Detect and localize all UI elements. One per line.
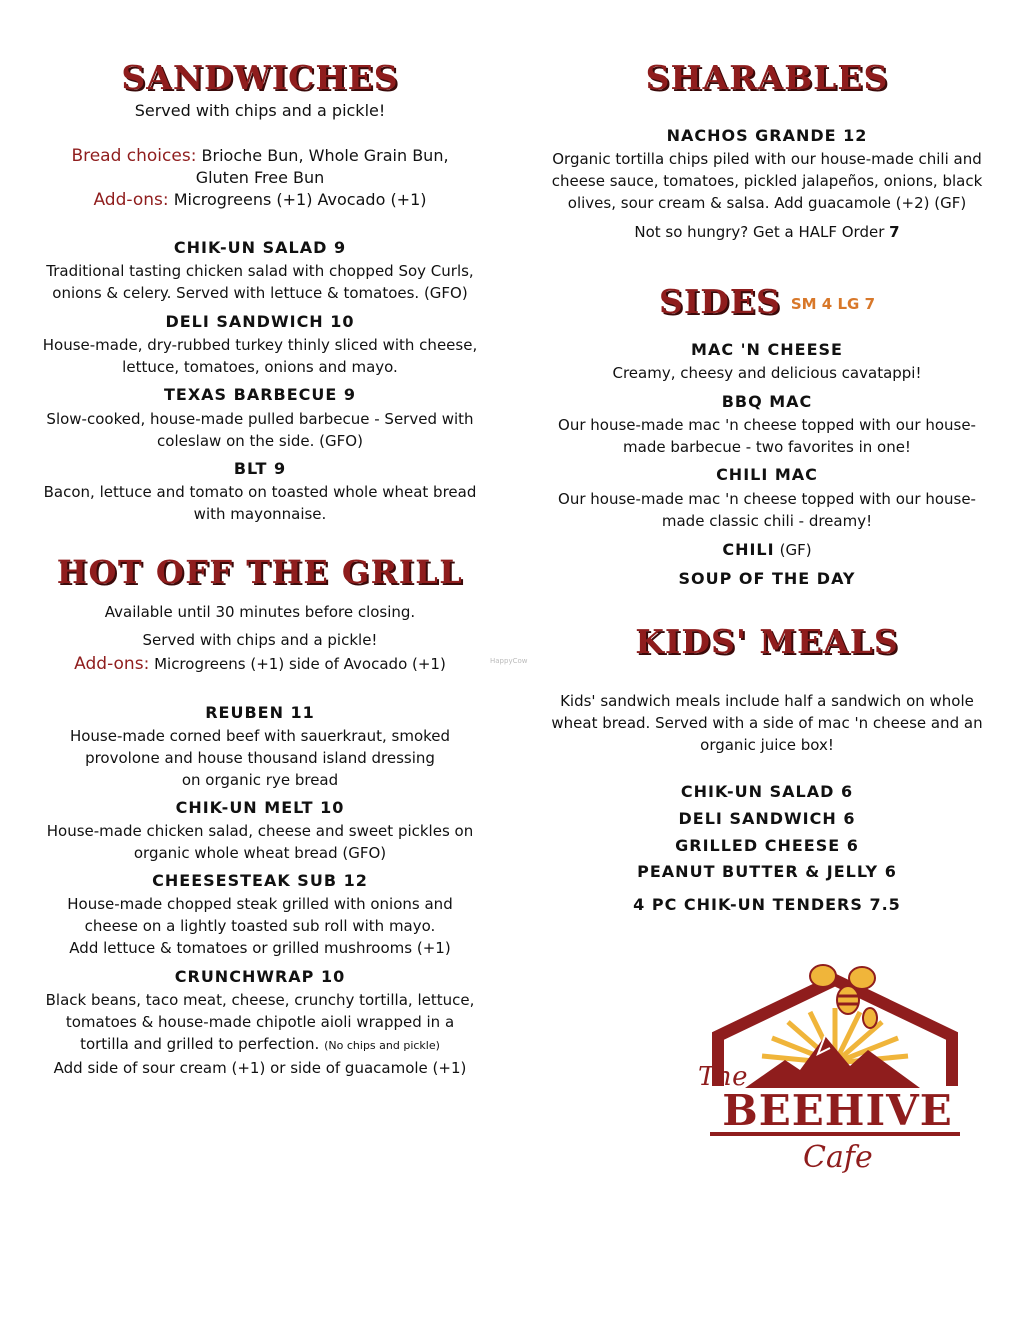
- menu-item-desc: Creamy, cheesy and delicious cavatappi!: [612, 364, 922, 382]
- bread-choices: [0, 145, 520, 167]
- menu-item-desc-line: [0, 1033, 520, 1057]
- menu-item-name: BLT 9: [233, 459, 287, 478]
- sides-heading-row: [510, 282, 1024, 321]
- menu-item-desc: Bacon, lettuce and tomato on toasted whole wheat bread: [43, 483, 477, 501]
- menu-item-desc: Black beans, taco meat, cheese, crunchy tortilla, lettuce,: [45, 991, 475, 1009]
- kids-desc: organic juice box!: [700, 736, 834, 754]
- bread-label: Bread choices:: [71, 146, 197, 166]
- kids-item: CHIK-UN SALAD 6: [680, 782, 854, 801]
- menu-item-desc: made barbecue - two favorites in one!: [623, 438, 911, 456]
- menu-item-desc: Add side of sour cream (+1) or side of guacamole (+1): [53, 1059, 467, 1077]
- menu-item-desc: olives, sour cream & salsa. Add guacamole (+2) (GF): [567, 194, 967, 212]
- menu-item-desc: made classic chili - dreamy!: [661, 512, 873, 530]
- kids-desc: wheat bread. Served with a side of mac 'n cheese and an: [551, 714, 983, 732]
- addons-text: Microgreens (+1) side of Avocado (+1): [154, 655, 446, 673]
- menu-item-note: (No chips and pickle): [324, 1039, 440, 1052]
- half-order: [510, 221, 1024, 243]
- menu-item-desc: tortilla and grilled to perfection.: [80, 1035, 320, 1053]
- menu-item-desc: Traditional tasting chicken salad with chopped Soy Curls,: [46, 262, 474, 280]
- menu-item-name: NACHOS GRANDE 12: [666, 126, 868, 145]
- menu-item-desc: Organic tortilla chips piled with our house-made chili and: [552, 150, 982, 168]
- grill-line1: Available until 30 minutes before closing.: [104, 603, 416, 621]
- addons-text: Microgreens (+1) Avocado (+1): [173, 190, 427, 209]
- menu-item-name: CHIK-UN MELT 10: [175, 798, 345, 817]
- menu-item-desc: cheese sauce, tomatoes, pickled jalapeños, onions, black: [551, 172, 983, 190]
- grill-addons: [0, 653, 520, 675]
- kids-heading: KIDS' MEALS: [635, 622, 899, 661]
- menu-item-desc: organic whole wheat bread (GFO): [133, 844, 387, 862]
- sandwiches-subtitle: Served with chips and a pickle!: [134, 101, 386, 120]
- menu-item-name: CHILI MAC: [716, 465, 818, 484]
- kids-desc: Kids' sandwich meals include half a sandwich on whole: [560, 692, 974, 710]
- half-order-text: Not so hungry? Get a HALF Order: [634, 223, 885, 241]
- addons-label: Add-ons:: [74, 654, 150, 674]
- menu-item-desc: onions & celery. Served with lettuce & tomatoes. (GFO): [52, 284, 468, 302]
- menu-item-desc: with mayonnaise.: [193, 505, 327, 523]
- bread-line2: Gluten Free Bun: [195, 168, 325, 187]
- menu-item-desc: Add lettuce & tomatoes or grilled mushrooms (+1): [69, 939, 451, 957]
- menu-item-desc: on organic rye bread: [181, 771, 339, 789]
- menu-item-name: SOUP OF THE DAY: [678, 569, 856, 588]
- kids-item: GRILLED CHEESE 6: [675, 836, 859, 855]
- menu-item-desc: tomatoes & house-made chipotle aioli wrapped in a: [65, 1013, 455, 1031]
- menu-item-name: CHEESESTEAK SUB 12: [152, 871, 368, 890]
- menu-item-name: BBQ MAC: [721, 392, 813, 411]
- menu-item-desc: Slow-cooked, house-made pulled barbecue - Served with: [46, 410, 474, 428]
- logo-the: The: [698, 1062, 748, 1092]
- menu-item-desc: cheese on a lightly toasted sub roll with mayo.: [84, 917, 436, 935]
- sides-sizes: SM 4 LG 7: [790, 295, 875, 313]
- sides-heading: SIDES: [658, 282, 781, 321]
- menu-item-desc: House-made corned beef with sauerkraut, smoked: [69, 727, 451, 745]
- menu-item-desc: Our house-made mac 'n cheese topped with our house-: [558, 416, 976, 434]
- menu-item-name: TEXAS BARBECUE 9: [163, 385, 357, 404]
- menu-item-name: DELI SANDWICH 10: [165, 312, 355, 331]
- kids-item: 4 PC CHIK-UN TENDERS 7.5: [633, 895, 901, 914]
- logo-cafe: Cafe: [795, 1140, 881, 1175]
- beehive-logo: [690, 958, 980, 1188]
- menu-item-desc: House-made, dry-rubbed turkey thinly sliced with cheese,: [42, 336, 478, 354]
- menu-item-desc: House-made chicken salad, cheese and sweet pickles on: [46, 822, 474, 840]
- grill-heading: HOT OFF THE GRILL: [56, 553, 464, 591]
- menu-item-name: CHIK-UN SALAD 9: [173, 238, 347, 257]
- menu-item-name: MAC 'N CHEESE: [691, 340, 843, 359]
- sandwich-addons: [0, 189, 520, 211]
- menu-item-desc: coleslaw on the side. (GFO): [157, 432, 363, 450]
- sharables-heading: SHARABLES: [645, 58, 889, 97]
- menu-item-desc: provolone and house thousand island dressing: [85, 749, 435, 767]
- menu-item-name: REUBEN 11: [205, 703, 315, 722]
- bread-line1: Brioche Bun, Whole Grain Bun,: [201, 146, 449, 165]
- menu-item-desc: lettuce, tomatoes, onions and mayo.: [122, 358, 398, 376]
- menu-item-row: [510, 539, 1024, 561]
- addons-label: Add-ons:: [93, 190, 169, 210]
- watermark: HappyCow: [490, 657, 528, 665]
- logo-name: BEEHIVE: [722, 1086, 953, 1135]
- sandwiches-heading: SANDWICHES: [121, 58, 399, 97]
- menu-item-tag: (GF): [779, 541, 812, 559]
- menu-item-name: CRUNCHWRAP 10: [174, 967, 346, 986]
- menu-item-desc: Our house-made mac 'n cheese topped with our house-: [558, 490, 976, 508]
- menu-item-name: CHILI: [722, 540, 775, 559]
- menu-item-desc: House-made chopped steak grilled with onions and: [67, 895, 453, 913]
- kids-item: PEANUT BUTTER & JELLY 6: [637, 862, 897, 881]
- half-order-price: 7: [889, 223, 900, 241]
- grill-line2: Served with chips and a pickle!: [142, 631, 378, 649]
- kids-item: DELI SANDWICH 6: [678, 809, 856, 828]
